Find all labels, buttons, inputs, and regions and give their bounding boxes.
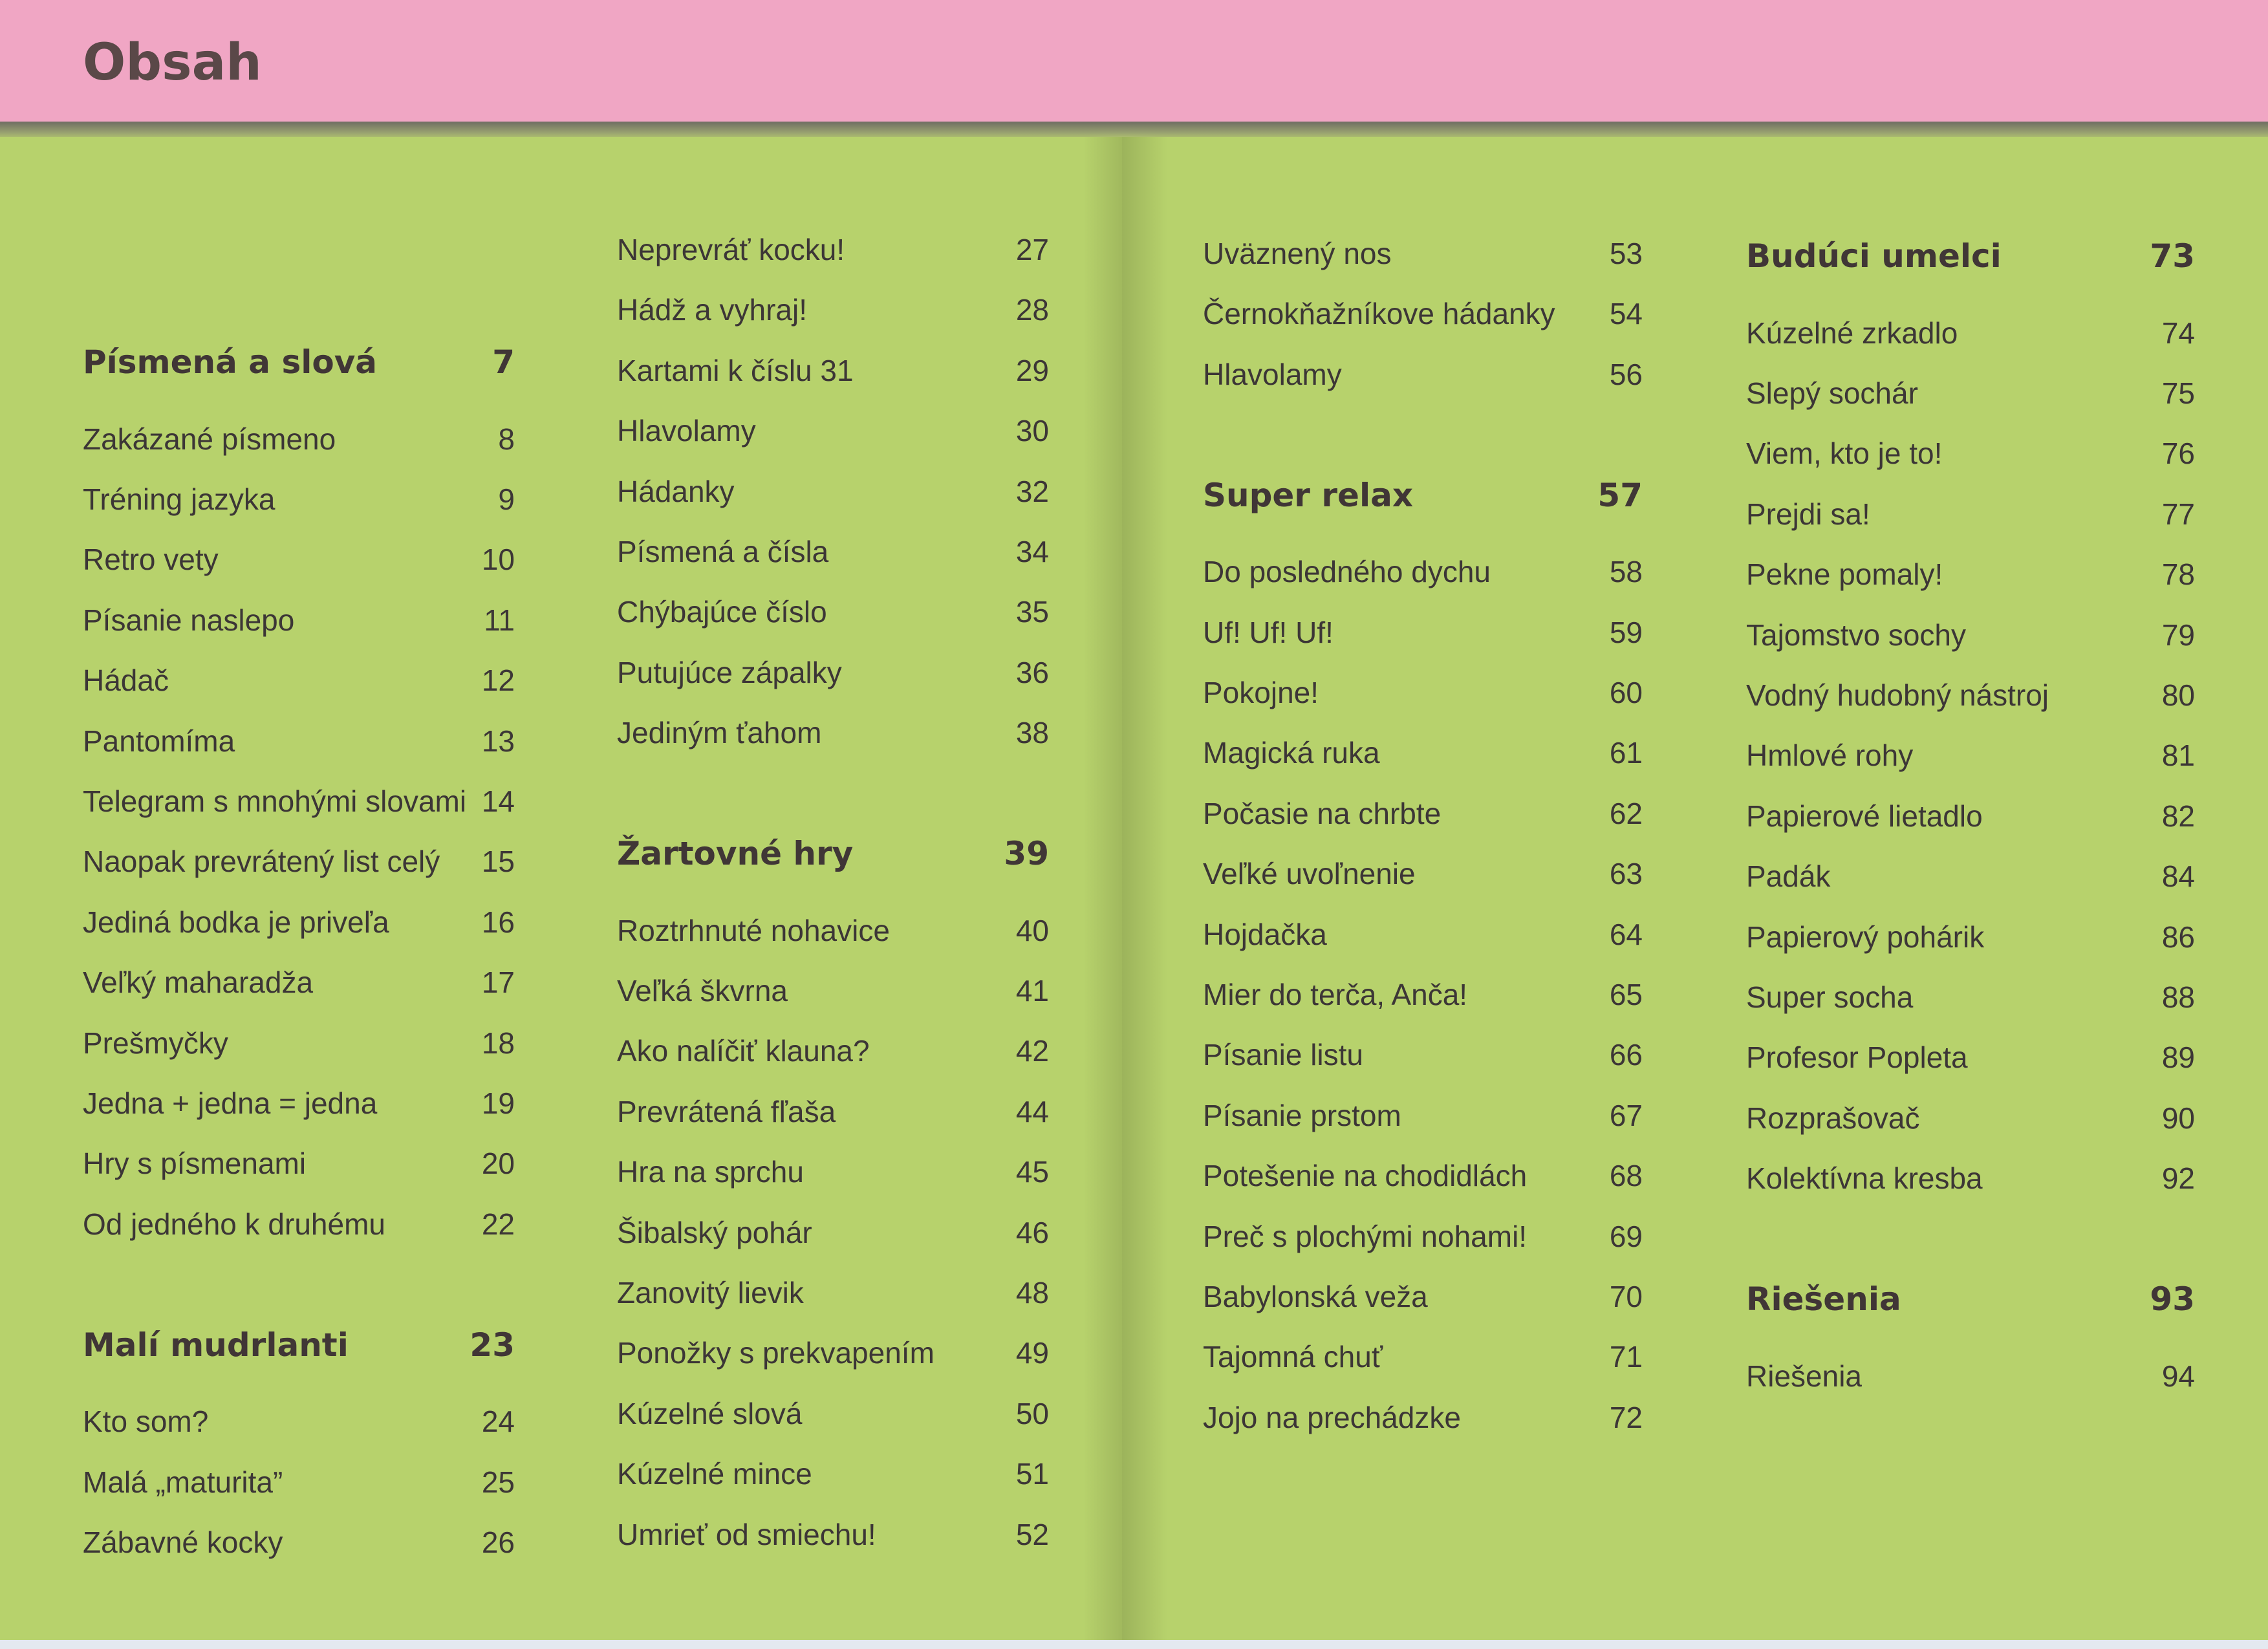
toc-entry: [1746, 555, 2195, 607]
toc-entry: [617, 1515, 1049, 1567]
toc-entry: [83, 782, 515, 834]
entry-title: Hlavolamy: [617, 414, 756, 448]
section-title: Žartovné hry: [617, 835, 854, 872]
toc-section-heading: [83, 1326, 515, 1377]
entry-title: Hmlové rohy: [1746, 738, 1914, 773]
toc-entry: [1203, 294, 1643, 346]
toc-entry: [83, 1205, 515, 1256]
section-page-number: 7: [492, 343, 515, 381]
entry-page-number: 46: [1015, 1215, 1049, 1249]
entry-page-number: 76: [2161, 436, 2195, 471]
toc-entry: [1746, 495, 2195, 546]
entry-title: Papierový pohárik: [1746, 920, 1985, 954]
entry-page-number: 69: [1609, 1219, 1643, 1253]
entry-page-number: 14: [481, 784, 515, 819]
header-band: [0, 0, 1122, 126]
entry-page-number: 12: [481, 663, 515, 698]
entry-page-number: 60: [1609, 676, 1643, 710]
entry-page-number: 77: [2161, 497, 2195, 531]
toc-entry: [617, 472, 1049, 524]
entry-title: Babylonská veža: [1203, 1280, 1428, 1314]
entry-page-number: 51: [1015, 1457, 1049, 1491]
toc-entry: [617, 1273, 1049, 1325]
entry-page-number: 79: [2161, 618, 2195, 652]
toc-entry: [1203, 673, 1643, 725]
entry-page-number: 54: [1609, 297, 1643, 331]
toc-entry: [1203, 613, 1643, 665]
entry-page-number: 59: [1609, 615, 1643, 649]
toc-entry: [1746, 374, 2195, 426]
toc-entry: [1746, 1099, 2195, 1150]
entry-title: Uf! Uf! Uf!: [1203, 615, 1334, 649]
section-page-number: 23: [470, 1326, 515, 1364]
toc-entry: [617, 592, 1049, 644]
toc-entry: [1746, 918, 2195, 969]
section-title: Malí mudrlanti: [83, 1326, 349, 1364]
entry-title: Počasie na chrbte: [1203, 796, 1442, 830]
entry-title: Veľké uvoľnenie: [1203, 857, 1416, 891]
entry-page-number: 24: [481, 1405, 515, 1439]
entry-title: Magická ruka: [1203, 736, 1380, 770]
entry-page-number: 82: [2161, 799, 2195, 833]
entry-page-number: 32: [1015, 474, 1049, 508]
entry-page-number: 42: [1015, 1034, 1049, 1068]
entry-title: Mier do terča, Anča!: [1203, 978, 1468, 1012]
entry-title: Od jedného k druhému: [83, 1207, 385, 1241]
entry-page-number: 64: [1609, 917, 1643, 951]
left-page: [0, 0, 1122, 1649]
section-page-number: 93: [2150, 1280, 2195, 1319]
toc-entry: [83, 1084, 515, 1136]
toc-entry: [617, 911, 1049, 963]
toc-entry: [1746, 978, 2195, 1029]
toc-entry: [1203, 854, 1643, 906]
entry-page-number: 84: [2161, 859, 2195, 894]
entry-page-number: 19: [481, 1086, 515, 1121]
toc-entry: [617, 1394, 1049, 1446]
entry-title: Prevrátená fľaša: [617, 1094, 836, 1128]
entry-page-number: 35: [1015, 595, 1049, 629]
entry-title: Zábavné kocky: [83, 1525, 283, 1560]
toc-entry: [617, 532, 1049, 584]
toc-entry: [1203, 1217, 1643, 1269]
entry-page-number: 22: [481, 1207, 515, 1241]
entry-page-number: 53: [1609, 237, 1643, 270]
toc-entry: [617, 713, 1049, 765]
toc-entry: [1746, 857, 2195, 909]
entry-page-number: 81: [2161, 738, 2195, 773]
entry-page-number: 48: [1015, 1276, 1049, 1310]
entry-page-number: 74: [2161, 316, 2195, 350]
page-title: Obsah: [83, 34, 262, 92]
toc-entry: [617, 1152, 1049, 1204]
entry-title: Veľký maharadža: [83, 965, 314, 1000]
toc-entry: [1746, 616, 2195, 667]
entry-page-number: 16: [481, 905, 515, 939]
entry-title: Umrieť od smiechu!: [617, 1517, 876, 1551]
toc-entry: [83, 842, 515, 894]
entry-title: Ponožky s prekvapením: [617, 1336, 934, 1370]
entry-page-number: 65: [1609, 978, 1643, 1012]
entry-page-number: 36: [1015, 655, 1049, 689]
entry-title: Malá „maturita”: [83, 1465, 283, 1499]
entry-title: Šibalský pohár: [617, 1215, 812, 1249]
toc-entry: [617, 653, 1049, 705]
entry-page-number: 94: [2161, 1359, 2195, 1393]
entry-page-number: 40: [1015, 913, 1049, 947]
entry-title: Super socha: [1746, 980, 1914, 1015]
entry-page-number: 68: [1609, 1159, 1643, 1193]
toc-entry: [1746, 1357, 2195, 1408]
entry-title: Hádač: [83, 663, 169, 698]
entry-page-number: 17: [481, 965, 515, 1000]
toc-entry: [1203, 1398, 1643, 1450]
toc-section-heading: [83, 343, 515, 394]
entry-title: Roztrhnuté nohavice: [617, 913, 890, 947]
toc-entry: [1746, 434, 2195, 486]
entry-title: Kúzelné mince: [617, 1457, 812, 1491]
entry-title: Kúzelné zrkadlo: [1746, 316, 1958, 350]
toc-entry: [1203, 733, 1643, 785]
entry-title: Preč s plochými nohami!: [1203, 1219, 1528, 1253]
entry-page-number: 10: [481, 543, 515, 577]
entry-page-number: 29: [1015, 353, 1049, 387]
entry-title: Tajomná chuť: [1203, 1340, 1383, 1374]
section-page-number: 73: [2150, 237, 2195, 275]
entry-page-number: 30: [1015, 414, 1049, 448]
right-page: [1122, 0, 2268, 1649]
entry-title: Zakázané písmeno: [83, 422, 336, 456]
section-title: Budúci umelci: [1746, 237, 2002, 275]
page-edge-right: [1122, 1640, 2268, 1649]
entry-title: Jojo na prechádzke: [1203, 1400, 1461, 1434]
entry-title: Jediná bodka je priveľa: [83, 905, 389, 939]
entry-page-number: 9: [498, 482, 515, 517]
toc-entry: [83, 540, 515, 592]
entry-title: Slepý sochár: [1746, 376, 1918, 411]
toc-entry: [1746, 1038, 2195, 1090]
entry-page-number: 15: [481, 845, 515, 879]
entry-page-number: 92: [2161, 1161, 2195, 1196]
toc-section-heading: [1746, 1280, 2195, 1331]
toc-entry: [1203, 234, 1643, 286]
entry-title: Tréning jazyka: [83, 482, 275, 517]
toc-entry: [617, 351, 1049, 403]
entry-title: Telegram s mnohými slovami: [83, 784, 467, 819]
toc-entry: [83, 963, 515, 1015]
entry-title: Pekne pomaly!: [1746, 557, 1943, 592]
gutter-shadow: [1083, 137, 1122, 1649]
entry-page-number: 49: [1015, 1336, 1049, 1370]
entry-title: Hlavolamy: [1203, 357, 1342, 391]
toc-entry: [1746, 676, 2195, 727]
entry-title: Veľká škvrna: [617, 974, 788, 1008]
entry-title: Viem, kto je to!: [1746, 436, 1943, 471]
toc-entry: [1203, 1156, 1643, 1208]
entry-page-number: 89: [2161, 1040, 2195, 1075]
entry-page-number: 52: [1015, 1517, 1049, 1551]
entry-page-number: 78: [2161, 557, 2195, 592]
toc-entry: [83, 1523, 515, 1575]
entry-title: Naopak prevrátený list celý: [83, 845, 440, 879]
entry-title: Rozprašovač: [1746, 1101, 1920, 1135]
section-title: Super relax: [1203, 476, 1414, 514]
entry-title: Do posledného dychu: [1203, 555, 1491, 589]
toc-entry: [617, 1333, 1049, 1385]
entry-page-number: 8: [498, 422, 515, 456]
toc-entry: [617, 1454, 1049, 1506]
toc-entry: [1203, 1337, 1643, 1389]
toc-entry: [1746, 797, 2195, 848]
toc-section-heading: [1746, 237, 2195, 288]
entry-page-number: 27: [1015, 233, 1049, 266]
entry-page-number: 72: [1609, 1400, 1643, 1434]
entry-title: Retro vety: [83, 543, 219, 577]
entry-title: Kolektívna kresba: [1746, 1161, 1983, 1196]
entry-page-number: 71: [1609, 1340, 1643, 1374]
toc-entry: [1746, 314, 2195, 365]
entry-title: Tajomstvo sochy: [1746, 618, 1967, 652]
entry-title: Prešmyčky: [83, 1026, 228, 1060]
entry-page-number: 45: [1015, 1155, 1049, 1189]
toc-entry: [617, 290, 1049, 342]
entry-title: Kto som?: [83, 1405, 209, 1439]
entry-page-number: 20: [481, 1147, 515, 1181]
toc-entry: [617, 1213, 1049, 1265]
toc-entry: [617, 411, 1049, 463]
entry-page-number: 28: [1015, 293, 1049, 327]
toc-entry: [83, 420, 515, 471]
entry-page-number: 58: [1609, 555, 1643, 589]
entry-title: Putujúce zápalky: [617, 655, 842, 689]
entry-title: Zanovitý lievik: [617, 1276, 804, 1310]
entry-page-number: 50: [1015, 1396, 1049, 1430]
gutter-shadow-right: [1122, 137, 1167, 1649]
entry-title: Hry s písmenami: [83, 1147, 307, 1181]
toc-entry: [617, 971, 1049, 1023]
entry-page-number: 70: [1609, 1280, 1643, 1314]
toc-entry: [83, 601, 515, 652]
entry-title: Vodný hudobný nástroj: [1746, 678, 2049, 713]
section-title: Riešenia: [1746, 1280, 1901, 1319]
toc-entry: [1746, 1159, 2195, 1211]
entry-page-number: 11: [484, 603, 515, 637]
toc-entry: [83, 903, 515, 954]
entry-title: Hojdačka: [1203, 917, 1327, 951]
toc-entry: [1746, 736, 2195, 788]
toc-entry: [1203, 1277, 1643, 1329]
entry-title: Kartami k číslu 31: [617, 353, 854, 387]
entry-title: Riešenia: [1746, 1359, 1862, 1393]
entry-title: Neprevráť kocku!: [617, 233, 845, 266]
entry-page-number: 86: [2161, 920, 2195, 954]
entry-page-number: 61: [1609, 736, 1643, 770]
toc-entry: [1203, 1096, 1643, 1148]
page-edge: [0, 1640, 1122, 1649]
toc-entry: [83, 661, 515, 713]
entry-title: Ako nalíčiť klauna?: [617, 1034, 870, 1068]
toc-entry: [1203, 1035, 1643, 1087]
toc-entry: [617, 1092, 1049, 1144]
entry-title: Písanie listu: [1203, 1038, 1364, 1072]
entry-title: Potešenie na chodidlách: [1203, 1159, 1528, 1193]
toc-entry: [1203, 975, 1643, 1027]
entry-title: Prejdi sa!: [1746, 497, 1870, 531]
entry-title: Jediným ťahom: [617, 716, 822, 750]
entry-page-number: 66: [1609, 1038, 1643, 1072]
toc-entry: [1203, 552, 1643, 604]
entry-title: Písanie prstom: [1203, 1098, 1401, 1132]
entry-title: Papierové lietadlo: [1746, 799, 1983, 833]
entry-title: Hádanky: [617, 474, 735, 508]
toc-entry: [83, 722, 515, 773]
header-band-right: [1122, 0, 2268, 126]
entry-title: Chýbajúce číslo: [617, 595, 827, 629]
entry-page-number: 41: [1015, 974, 1049, 1008]
entry-page-number: 56: [1609, 357, 1643, 391]
toc-entry: [83, 480, 515, 532]
toc-section-heading: [1203, 476, 1643, 528]
toc-entry: [83, 1024, 515, 1075]
toc-entry: [1203, 794, 1643, 846]
entry-page-number: 13: [481, 724, 515, 758]
entry-page-number: 38: [1015, 716, 1049, 750]
entry-page-number: 25: [481, 1465, 515, 1499]
section-page-number: 57: [1597, 476, 1643, 514]
entry-title: Uväznený nos: [1203, 237, 1392, 270]
entry-title: Pantomíma: [83, 724, 235, 758]
toc-entry: [83, 1463, 515, 1514]
entry-page-number: 62: [1609, 796, 1643, 830]
toc-entry: [1203, 355, 1643, 407]
entry-title: Kúzelné slová: [617, 1396, 803, 1430]
entry-page-number: 34: [1015, 535, 1049, 568]
toc-entry: [83, 1144, 515, 1196]
entry-page-number: 18: [481, 1026, 515, 1060]
entry-title: Pokojne!: [1203, 676, 1319, 710]
entry-page-number: 63: [1609, 857, 1643, 891]
section-page-number: 39: [1004, 835, 1049, 872]
toc-section-heading: [617, 834, 1049, 886]
entry-page-number: 90: [2161, 1101, 2195, 1135]
entry-title: Písanie naslepo: [83, 603, 295, 637]
entry-title: Hádž a vyhraj!: [617, 293, 808, 327]
entry-title: Profesor Popleta: [1746, 1040, 1968, 1075]
entry-title: Hra na sprchu: [617, 1155, 804, 1189]
entry-page-number: 80: [2161, 678, 2195, 713]
entry-page-number: 67: [1609, 1098, 1643, 1132]
toc-entry: [83, 1402, 515, 1454]
toc-entry: [1203, 915, 1643, 967]
toc-entry: [617, 1031, 1049, 1083]
entry-page-number: 44: [1015, 1094, 1049, 1128]
entry-title: Jedna + jedna = jedna: [83, 1086, 378, 1121]
entry-title: Černokňažníkove hádanky: [1203, 297, 1555, 331]
entry-page-number: 26: [481, 1525, 515, 1560]
toc-entry: [617, 230, 1049, 282]
entry-page-number: 88: [2161, 980, 2195, 1015]
entry-page-number: 75: [2161, 376, 2195, 411]
entry-title: Padák: [1746, 859, 1831, 894]
entry-title: Písmená a čísla: [617, 535, 829, 568]
section-title: Písmená a slová: [83, 343, 378, 381]
